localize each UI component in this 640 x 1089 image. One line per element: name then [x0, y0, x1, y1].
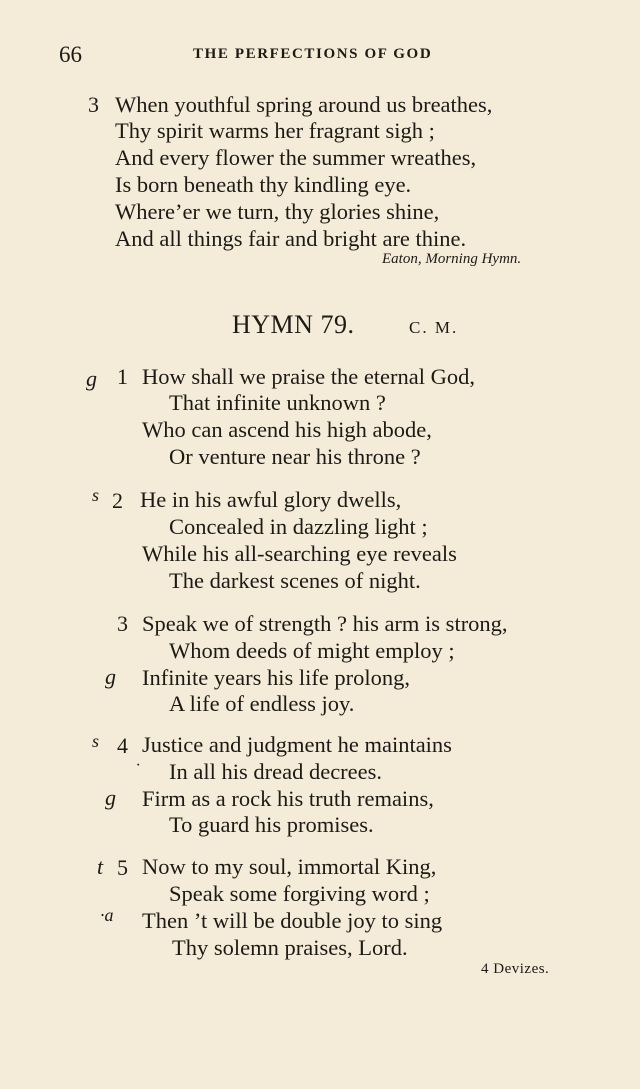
verse-line: Infinite years his life prolong, [142, 665, 411, 690]
verse-line: The darkest scenes of night. [169, 568, 421, 593]
running-title: THE PERFECTIONS OF GOD [193, 46, 433, 62]
stanza-number: 1 [117, 364, 128, 389]
verse-line: That infinite unknown ? [169, 390, 386, 415]
prev-line: Thy spirit warms her fragrant sigh ; [115, 118, 435, 143]
stanza-number: 4 [117, 733, 128, 758]
prev-line: Where’er we turn, thy glories shine, [115, 199, 440, 224]
verse-line: How shall we praise the eternal God, [142, 364, 476, 389]
verse-line: In all his dread decrees. [169, 759, 383, 784]
prev-line: Is born beneath thy kindling eye. [115, 172, 412, 197]
stanza-number: 3 [117, 611, 128, 636]
prev-line: When youthful spring around us breathes, [115, 92, 493, 117]
verse-line: To guard his promises. [169, 812, 374, 837]
dynamic-mark: g [86, 366, 97, 391]
prev-line: And every flower the summer wreathes, [115, 145, 477, 170]
stanza-number: 2 [112, 488, 123, 513]
stanza-number: 5 [117, 855, 128, 880]
verse-line: Who can ascend his high abode, [142, 417, 432, 442]
verse-line: While his all-searching eye reveals [142, 541, 457, 566]
verse-line: Or venture near his throne ? [169, 444, 421, 469]
verse-line: Justice and judgment he maintains [142, 732, 452, 757]
verse-line: Speak we of strength ? his arm is strong, [142, 611, 508, 636]
dynamic-mark: s [92, 485, 100, 505]
prev-line: And all things fair and bright are thine. [115, 226, 467, 251]
hymn-title: HYMN 79. [232, 310, 355, 339]
verse-line: He in his awful glory dwells, [140, 487, 402, 512]
dynamic-mark: g [105, 785, 116, 810]
page-number: 66 [59, 42, 82, 67]
verse-line: Concealed in dazzling light ; [169, 514, 428, 539]
verse-line: Thy solemn praises, Lord. [172, 935, 408, 960]
verse-line: Firm as a rock his truth remains, [142, 786, 434, 811]
verse-line: Whom deeds of might employ ; [169, 638, 455, 663]
verse-line: Speak some forgiving word ; [169, 881, 430, 906]
dynamic-mark: ·a [100, 905, 114, 925]
dynamic-mark: t [97, 854, 104, 879]
verse-line: A life of endless joy. [169, 691, 355, 716]
dynamic-mark: g [105, 664, 116, 689]
hymn-meter: C. M. [409, 318, 459, 337]
prev-stanza-number: 3 [88, 92, 99, 117]
verse-line: Now to my soul, immortal King, [142, 854, 437, 879]
dynamic-mark: s [92, 731, 100, 751]
signature-mark: 4 Devizes. [481, 961, 550, 977]
prev-attribution: Eaton, Morning Hymn. [382, 251, 522, 267]
verse-line: Then ’t will be double joy to sing [142, 908, 443, 933]
dynamic-mark: · [136, 757, 140, 774]
